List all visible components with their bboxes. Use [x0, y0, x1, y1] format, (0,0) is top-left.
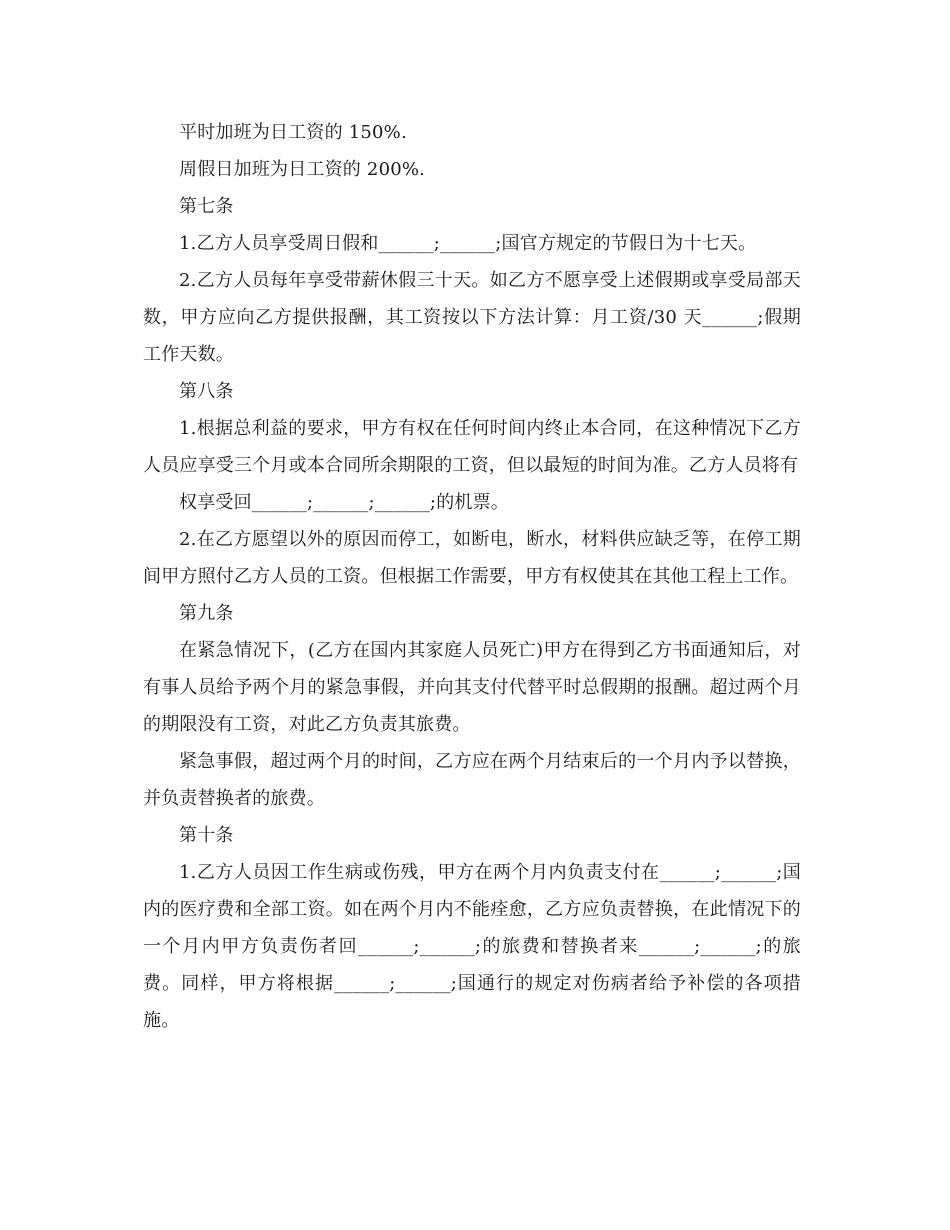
paragraph-article-8-item-2: 2.在乙方愿望以外的原因而停工，如断电，断水，材料供应缺乏等，在停工期间甲方照付乙方人员的工资。但根据工作需要，甲方有权使其在其他工程上工作。: [143, 529, 801, 587]
paragraph-article-7-item-1: 1.乙方人员享受周日假和______;______;国官方规定的节假日为十七天。: [179, 233, 757, 254]
heading-article-10: 第十条: [179, 825, 234, 846]
heading-article-9: 第九条: [179, 603, 234, 624]
paragraph-article-7-item-2: 2.乙方人员每年享受带薪休假三十天。如乙方不愿享受上述假期或享受局部天数，甲方应向乙方提供报酬，其工资按以下方法计算：月工资/30 天______;假期工作天数。: [143, 270, 801, 365]
heading-article-7: 第七条: [179, 196, 234, 217]
paragraph-article-9-emergency: 在紧急情况下，(乙方在国内其家庭人员死亡)甲方在得到乙方书面通知后，对有事人员给予两个月的紧急事假，并向其支付代替平时总假期的报酬。超过两个月的期限没有工资，对此乙方负责其旅费。: [143, 640, 801, 735]
paragraph-article-8-tickets: 权享受回______;______;______;的机票。: [179, 492, 509, 513]
paragraph-article-8-item-1: 1.根据总利益的要求，甲方有权在任何时间内终止本合同，在这种情况下乙方人员应享受三个月或本合同所余期限的工资，但以最短的时间为准。乙方人员将有: [143, 418, 801, 476]
document-body: [143, 114, 801, 1039]
paragraph-article-9-replacement: 紧急事假，超过两个月的时间，乙方应在两个月结束后的一个月内予以替换，并负责替换者的旅费。: [143, 751, 801, 809]
paragraph-weekday-overtime: 平时加班为日工资的 150%.: [179, 122, 407, 143]
paragraph-article-10-item-1: 1.乙方人员因工作生病或伤残，甲方在两个月内负责支付在______;______;国内的医疗费和全部工资。如在两个月内不能痊愈，乙方应负责替换，在此情况下的一个月内甲方负责伤者回______;______;的旅费和替换者来______;______;的旅费。同样，甲方将根据______;______;国通行的规定对伤病者给予补偿的各项措施。: [143, 862, 801, 1031]
heading-article-8: 第八条: [179, 381, 234, 402]
paragraph-holiday-overtime: 周假日加班为日工资的 200%.: [179, 159, 426, 180]
